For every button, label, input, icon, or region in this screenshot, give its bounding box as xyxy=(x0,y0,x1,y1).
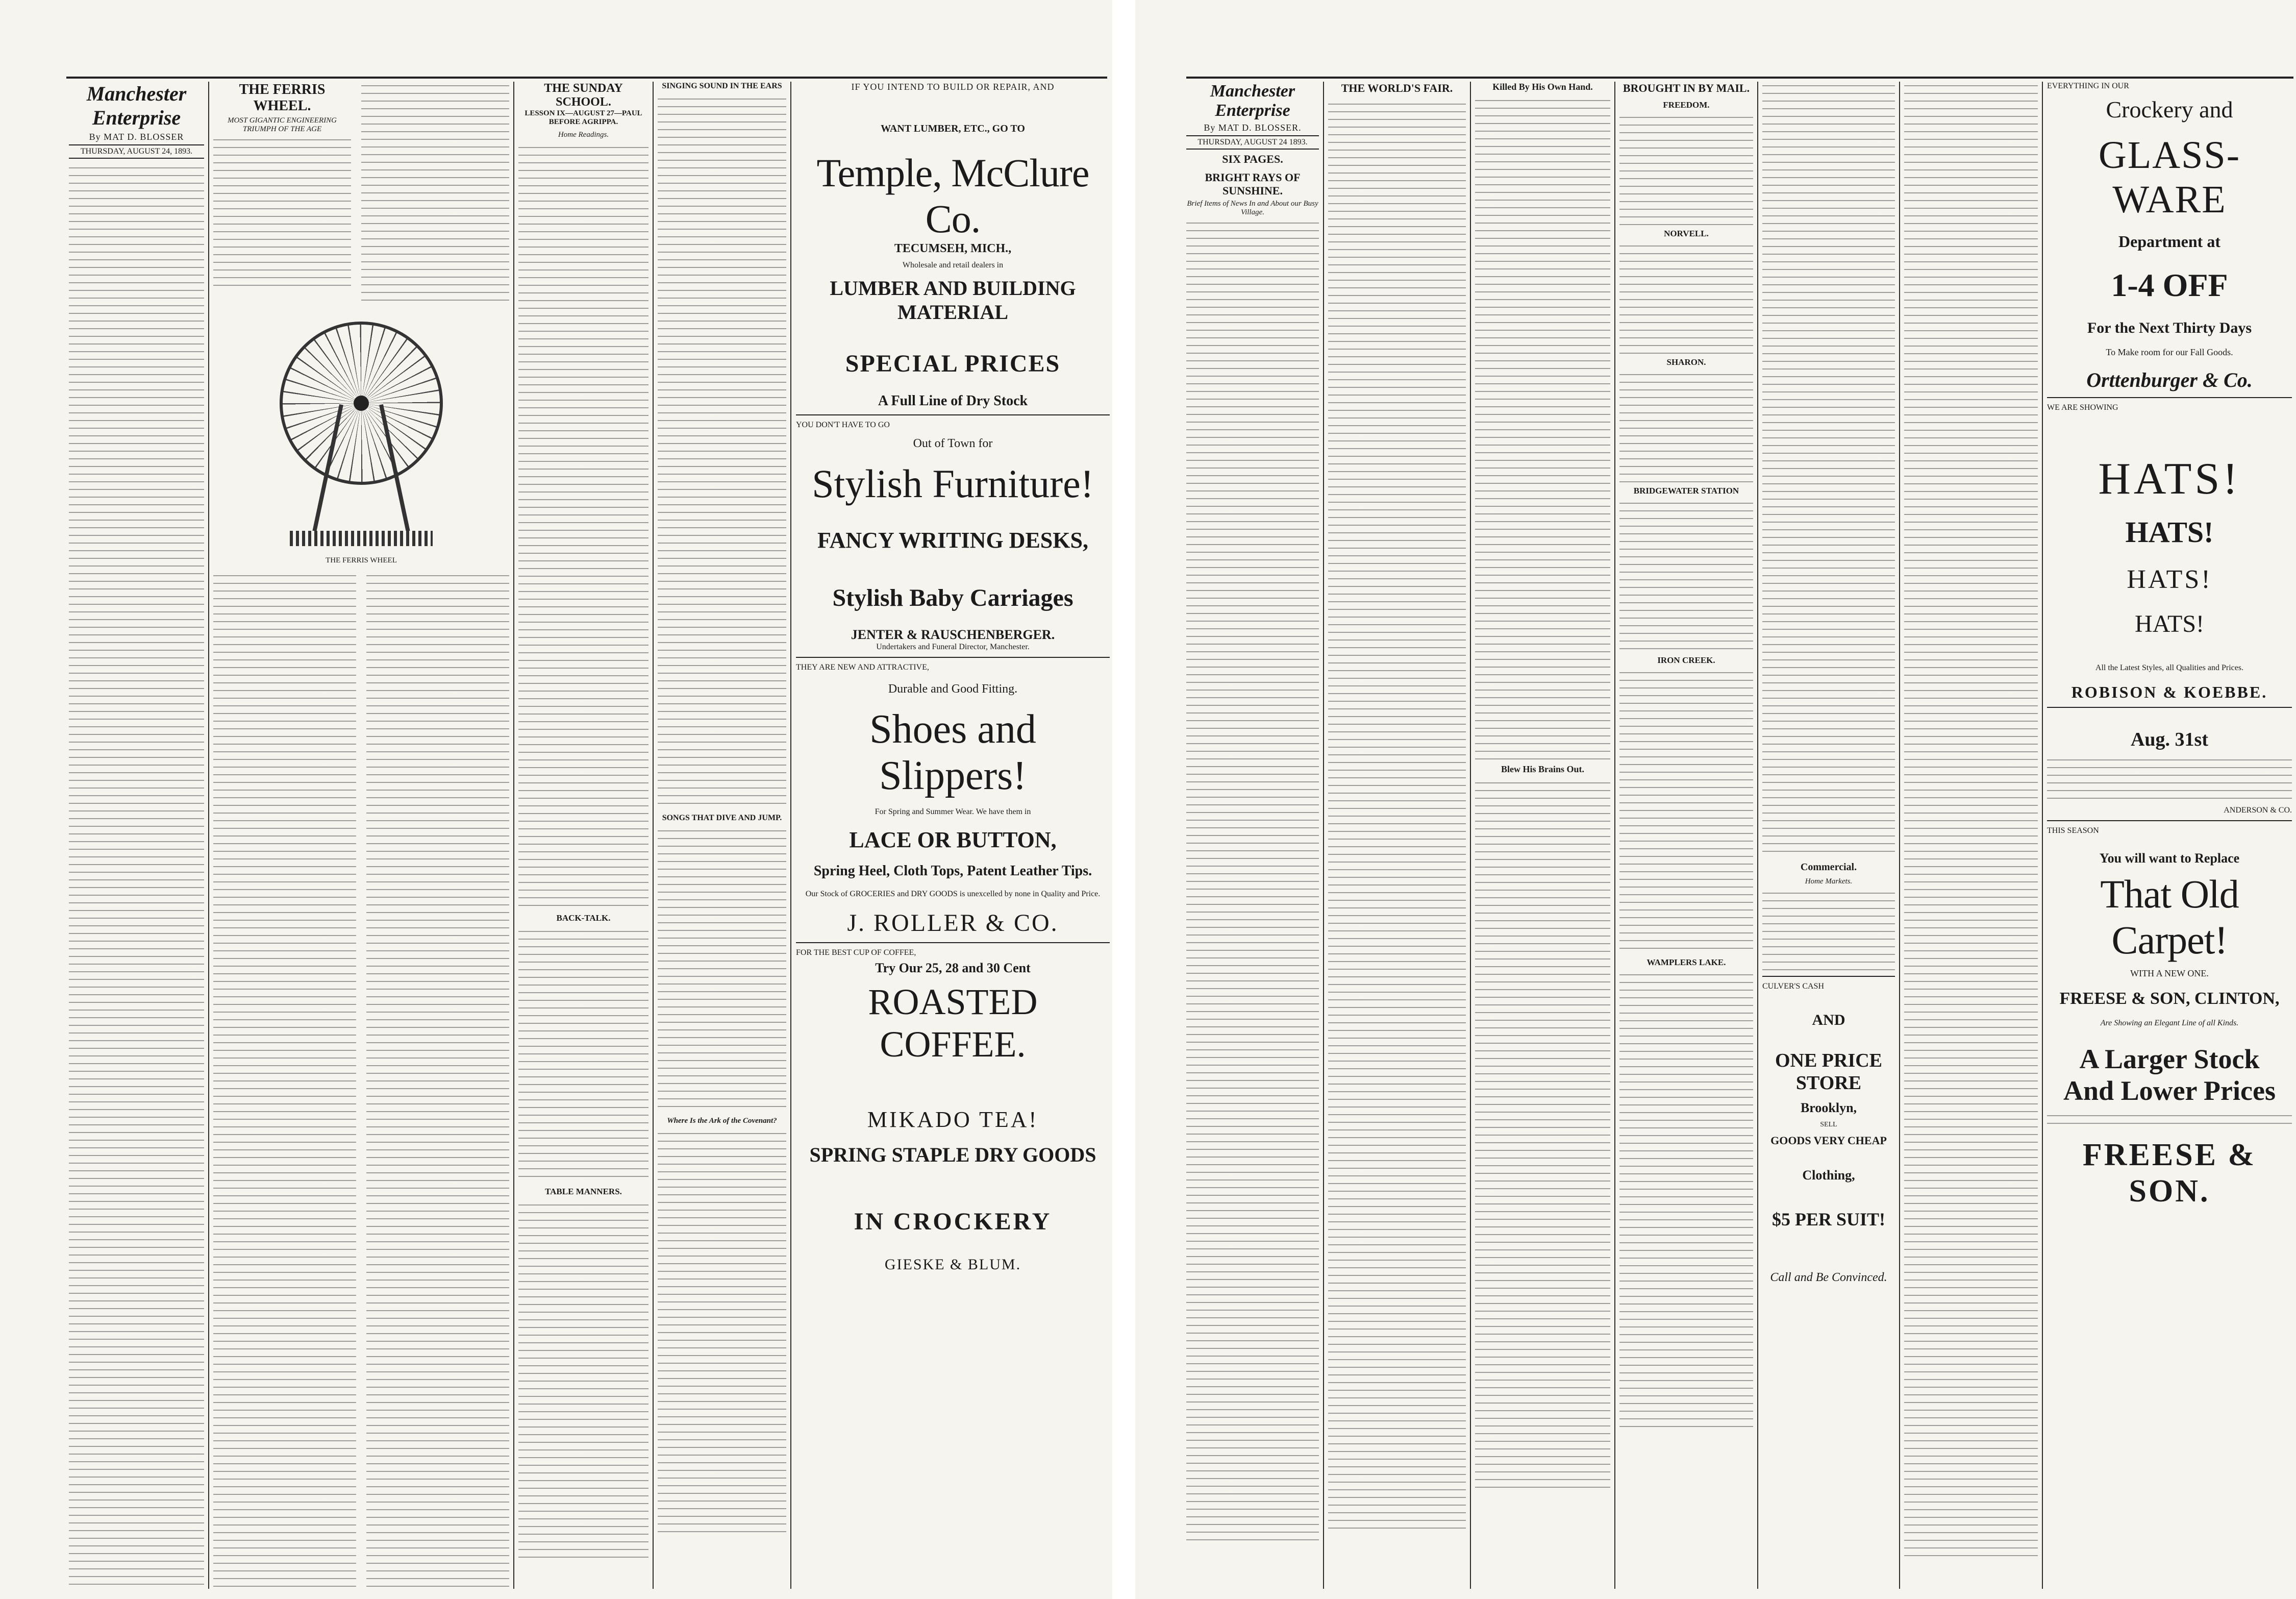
body-text xyxy=(658,1129,786,1538)
sharon-heading: SHARON. xyxy=(1666,357,1706,367)
department: Department at xyxy=(2118,232,2220,251)
songs-heading: SONGS THAT DIVE AND JUMP. xyxy=(662,814,782,822)
masthead-byline: By MAT D. BLOSSER xyxy=(89,132,184,142)
hats-4: HATS! xyxy=(2134,610,2204,637)
ferris-wheel-image xyxy=(269,316,453,551)
home-markets-heading: Home Markets. xyxy=(1805,877,1853,885)
brooklyn: Brooklyn, xyxy=(1800,1100,1857,1115)
freedom-heading: FREEDOM. xyxy=(1663,100,1710,110)
old-carpet: That Old Carpet! xyxy=(2100,872,2239,962)
body-text xyxy=(2047,756,2292,802)
wamplers-heading: WAMPLERS LAKE. xyxy=(1646,957,1726,967)
hats-1: HATS! xyxy=(2098,454,2241,504)
larger-stock: A Larger Stock xyxy=(2079,1044,2260,1074)
ad-spring-heel: Spring Heel, Cloth Tops, Patent Leather Tips. xyxy=(813,863,1092,879)
gieske-ad xyxy=(796,948,1110,1273)
ad-spring-summer: For Spring and Summer Wear. We have them in xyxy=(875,807,1031,816)
ad-jenter: JENTER & RAUSCHENBERGER. xyxy=(851,627,1055,642)
body-text xyxy=(518,1201,648,1558)
iron-creek-heading: IRON CREEK. xyxy=(1657,655,1715,665)
ad-spring-staple: SPRING STAPLE DRY GOODS xyxy=(809,1143,1096,1166)
ad-divider xyxy=(2047,707,2292,708)
killed-column xyxy=(1475,82,1610,1589)
sell: SELL xyxy=(1820,1121,1837,1128)
ad-divider xyxy=(2047,820,2292,821)
ad-want-lumber: WANT LUMBER, ETC., GO TO xyxy=(881,123,1025,134)
temple-mcclure-ad xyxy=(796,82,1110,409)
market-prices xyxy=(1762,889,1895,971)
culvers-cash: CULVER'S CASH xyxy=(1762,982,1824,991)
ad-build-text: IF YOU INTEND TO BUILD OR REPAIR, AND xyxy=(851,82,1055,92)
singing-sound-heading: SINGING SOUND IN THE EARS xyxy=(662,82,782,90)
ad-best-cup: FOR THE BEST CUP OF COFFEE, xyxy=(796,948,916,957)
everything: EVERYTHING IN OUR xyxy=(2047,82,2129,90)
room-fall: To Make room for our Fall Goods. xyxy=(2106,347,2233,357)
bright-rays-sub: Brief Items of News In and About our Busy Village. xyxy=(1187,200,1318,216)
worlds-fair-heading: THE WORLD'S FAIR. xyxy=(1341,82,1453,94)
killed-heading: Killed By His Own Hand. xyxy=(1492,82,1593,92)
anderson-ad xyxy=(2047,728,2292,815)
thirty-days: For the Next Thirty Days xyxy=(2087,319,2252,336)
ad-out-of-town: Out of Town for xyxy=(913,437,993,450)
ad-stylish-furniture: Stylish Furniture! xyxy=(812,461,1094,506)
ad-groceries: Our Stock of GROCERIES and DRY GOODS is unexcelled by none in Quality and Price. xyxy=(805,890,1101,898)
body-text xyxy=(518,143,648,909)
right-column-1 xyxy=(1186,82,1319,1589)
left-newspaper-page xyxy=(0,0,1112,1599)
ad-special-prices: SPECIAL PRICES xyxy=(845,350,1061,377)
column-rule xyxy=(1323,82,1324,1589)
with-new: WITH A NEW ONE. xyxy=(2130,968,2209,978)
robison: ROBISON & KOEBBE. xyxy=(2071,683,2268,701)
glassware: GLASS-WARE xyxy=(2098,134,2241,221)
ferris-illustration xyxy=(213,311,509,565)
latest-styles: All the Latest Styles, all Qualities and Prices. xyxy=(2095,663,2244,672)
six-pages: SIX PAGES. xyxy=(1222,153,1283,165)
column-rule xyxy=(653,82,654,1589)
freese-ad xyxy=(2047,826,2292,1210)
ad-divider xyxy=(796,657,1110,658)
advertisements-column xyxy=(796,82,1110,1589)
right-newspaper-page xyxy=(1135,0,2296,1599)
ortten-ad xyxy=(2047,82,2292,392)
column-rule xyxy=(1899,82,1900,1589)
body-text xyxy=(2047,1112,2292,1127)
orttenburger: Orttenburger & Co. xyxy=(2086,368,2253,391)
quarter-off: 1-4 OFF xyxy=(2111,267,2228,303)
body-text xyxy=(1619,371,1753,483)
commercial-heading: Commercial. xyxy=(1800,862,1857,873)
lower-prices: And Lower Prices xyxy=(2063,1075,2276,1106)
body-text xyxy=(658,827,786,1113)
ad-roasted-coffee: ROASTED COFFEE. xyxy=(868,981,1038,1065)
body-text xyxy=(1619,242,1753,354)
ad-temple-title: Temple, McClure Co. xyxy=(816,151,1089,241)
body-text xyxy=(213,572,356,1589)
ad-mikado: MIKADO TEA! xyxy=(867,1107,1039,1132)
culvers-and: AND xyxy=(1812,1012,1845,1028)
ad-roller: J. ROLLER & CO. xyxy=(847,909,1059,937)
ad-gieske: GIESKE & BLUM. xyxy=(884,1256,1021,1273)
masthead-title: Manchester Enterprise xyxy=(86,82,187,129)
ad-divider xyxy=(2047,397,2292,398)
home-readings: Home Readings. xyxy=(558,131,609,139)
freese-clinton: FREESE & SON, CLINTON, xyxy=(2059,989,2280,1008)
notices-column xyxy=(1904,82,2038,1589)
one-price-store: ONE PRICE STORE xyxy=(1775,1050,1883,1094)
ad-divider xyxy=(796,942,1110,943)
ad-lace: LACE OR BUTTON, xyxy=(849,827,1057,852)
mail-column xyxy=(1619,82,1753,1589)
hats-ad xyxy=(2047,403,2292,702)
body-text xyxy=(1619,669,1753,954)
column-rule xyxy=(2042,82,2043,1589)
body-text xyxy=(518,927,648,1183)
table-manners-heading: TABLE MANNERS. xyxy=(545,1187,622,1196)
hats-2: HATS! xyxy=(2125,515,2214,549)
body-text xyxy=(1328,100,1466,1529)
column-rule xyxy=(1470,82,1471,1589)
column-rule xyxy=(513,82,514,1589)
body-text xyxy=(658,95,786,809)
body-text xyxy=(1186,219,1319,1546)
column-rule xyxy=(790,82,791,1589)
ad-fancy-desks: FANCY WRITING DESKS, xyxy=(817,528,1088,553)
column-rule xyxy=(208,82,209,1589)
back-talk-heading: BACK-TALK. xyxy=(556,913,611,923)
norvell-heading: NORVELL. xyxy=(1664,229,1709,238)
masthead xyxy=(69,82,204,159)
culvers-ad xyxy=(1762,982,1895,1285)
masthead-byline: By MAT D. BLOSSER. xyxy=(1204,122,1302,133)
bright-rays-heading: BRIGHT RAYS OF SUNSHINE. xyxy=(1205,171,1301,197)
body-text xyxy=(1619,971,1753,1430)
ad-durable: Durable and Good Fitting. xyxy=(888,682,1018,696)
masthead-date: THURSDAY, AUGUST 24 1893. xyxy=(1186,135,1319,150)
goods-cheap: GOODS VERY CHEAP xyxy=(1770,1134,1887,1147)
roller-ad xyxy=(796,663,1110,937)
ad-full-line: A Full Line of Dry Stock xyxy=(878,393,1028,409)
divider xyxy=(1762,976,1895,977)
per-suit: $5 PER SUIT! xyxy=(1771,1209,1886,1229)
top-rule xyxy=(1186,77,2293,79)
this-season: THIS SEASON xyxy=(2047,826,2099,835)
body-text xyxy=(1619,113,1753,226)
column-rule xyxy=(1614,82,1615,1589)
body-text xyxy=(69,164,204,1589)
aug-31: Aug. 31st xyxy=(2130,729,2209,750)
body-text xyxy=(1904,82,2038,1562)
clothing: Clothing, xyxy=(1802,1168,1855,1183)
column-rule xyxy=(1757,82,1758,1589)
ad-new-attractive: THEY ARE NEW AND ATTRACTIVE, xyxy=(796,663,929,672)
showing: WE ARE SHOWING xyxy=(2047,403,2118,412)
be-convinced: Call and Be Convinced. xyxy=(1770,1271,1887,1284)
masthead-right xyxy=(1186,82,1319,166)
crockery-and: Crockery and xyxy=(2106,96,2233,122)
masthead-title: Manchester Enterprise xyxy=(1210,82,1295,120)
left-column-1 xyxy=(69,82,204,1589)
top-rule xyxy=(66,77,1107,79)
body-text xyxy=(1475,96,1610,760)
jenter-ad xyxy=(796,421,1110,652)
ad-shoes: Shoes and Slippers! xyxy=(869,707,1036,798)
masthead-date: THURSDAY, AUGUST 24, 1893. xyxy=(69,144,204,159)
elegant-line: Are Showing an Elegant Line of all Kinds. xyxy=(2100,1019,2239,1027)
body-text xyxy=(361,82,509,306)
ad-try: Try Our 25, 28 and 30 Cent xyxy=(875,961,1031,975)
body-text xyxy=(1762,82,1895,857)
ferris-subtitle: MOST GIGANTIC ENGINEERING TRIUMPH OF THE AGE xyxy=(228,116,337,133)
ad-tecumseh: TECUMSEH, MICH., xyxy=(894,242,1012,255)
sunday-school-title: THE SUNDAY SCHOOL. xyxy=(544,82,623,109)
page-gutter xyxy=(1112,0,1135,1599)
ferris-title: THE FERRIS WHEEL. xyxy=(239,82,326,114)
sunday-school-column xyxy=(518,82,648,1589)
bridgewater-heading: BRIDGEWATER STATION xyxy=(1633,486,1739,496)
brought-mail-heading: BROUGHT IN BY MAIL. xyxy=(1623,82,1750,94)
body-text xyxy=(1619,499,1753,652)
worlds-fair-column xyxy=(1328,82,1466,1589)
freese-bottom: FREESE & SON. xyxy=(2082,1138,2257,1209)
hats-3: HATS! xyxy=(2127,565,2212,594)
body-text xyxy=(1475,779,1610,1493)
ferris-caption: THE FERRIS WHEEL xyxy=(326,556,397,564)
miscellany-column xyxy=(658,82,786,1589)
ferris-wheel-article xyxy=(213,82,509,1589)
lesson-heading: LESSON IX—AUGUST 27—PAUL BEFORE AGRIPPA. xyxy=(525,109,642,126)
ad-dont-go: YOU DON'T HAVE TO GO xyxy=(796,421,890,429)
body-text xyxy=(366,572,509,1589)
right-ads-column xyxy=(2047,82,2292,1589)
anderson: ANDERSON & CO. xyxy=(2224,806,2292,815)
ad-wholesale: Wholesale and retail dealers in xyxy=(902,261,1004,269)
blew-brains-heading: Blew His Brains Out. xyxy=(1501,764,1585,774)
ad-baby-carriages: Stylish Baby Carriages xyxy=(832,584,1074,611)
body-text xyxy=(213,136,351,289)
commercial-column xyxy=(1762,82,1895,1589)
ark-heading: Where Is the Ark of the Covenant? xyxy=(667,1117,777,1125)
ad-crockery: IN CROCKERY xyxy=(854,1208,1052,1235)
ad-lumber: LUMBER AND BUILDING MATERIAL xyxy=(830,277,1076,324)
ad-divider xyxy=(796,414,1110,415)
ad-undertakers: Undertakers and Funeral Director, Manchester. xyxy=(876,643,1030,651)
want-replace: You will want to Replace xyxy=(2099,851,2240,866)
